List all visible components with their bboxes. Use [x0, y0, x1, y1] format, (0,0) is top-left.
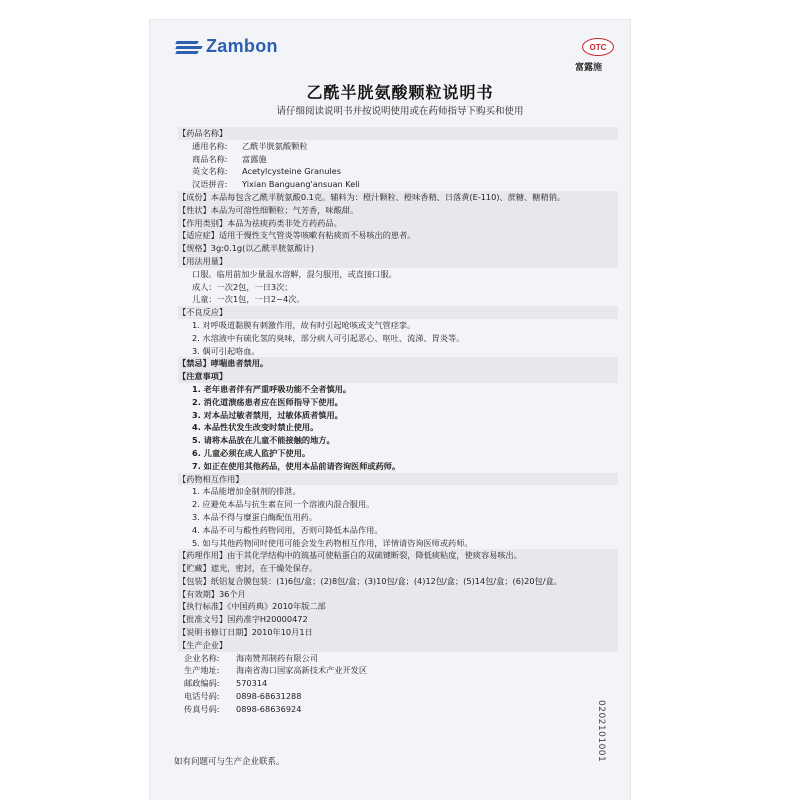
- interaction-line: 5. 如与其他药物同时使用可能会发生药物相互作用，详情请咨询医师或药师。: [192, 537, 473, 548]
- vertical-code: 0202101001: [596, 700, 606, 763]
- usage-line: 儿童：一次1包，一日2~4次。: [192, 294, 305, 305]
- section-precautions-label: 【注意事项】: [178, 370, 618, 383]
- precaution-line: 4. 本品性状发生改变时禁止使用。: [192, 422, 319, 433]
- zambon-logo: [176, 36, 278, 57]
- interaction-line: 4. 本品不可与酸性药物同用，否则可降低本品作用。: [192, 524, 383, 535]
- logo-text: Zambon: [206, 36, 278, 56]
- precaution-line: 5. 请将本品放在儿童不能接触的地方。: [192, 435, 335, 446]
- drug-name-row: 英文名称: Acetylcysteine Granules: [192, 166, 341, 177]
- page-subtitle: 请仔细阅读说明书并按说明使用或在药师指导下购买和使用: [276, 106, 524, 117]
- section-ingredients: 【成份】本品每包含乙酰半胱氨酸0.1克。辅料为：橙汁颗粒、橙味香精、日落黄(E-110)、蔗糖、糖精钠。: [178, 191, 618, 204]
- section-drug-name-label: 【药品名称】: [178, 127, 618, 140]
- section-storage: 【贮藏】遮光，密封，在干燥处保存。: [178, 562, 618, 575]
- footer-note: 如有问题可与生产企业联系。: [174, 757, 285, 767]
- section-pharmacology: 【药理作用】由于其化学结构中的巯基可使粘蛋白的双硫键断裂，降低痰粘度，使痰容易咳出。: [178, 549, 618, 562]
- precaution-line: 7. 如正在使用其他药品，使用本品前请咨询医师或药师。: [192, 460, 401, 471]
- manufacturer-row: 传真号码: 0898-68636924: [184, 703, 302, 714]
- precaution-line: 2. 消化道溃疡患者应在医师指导下使用。: [192, 396, 343, 407]
- adverse-line: 3. 偶可引起咯血。: [192, 345, 260, 356]
- usage-line: 成人：一次2包，一日3次；: [192, 281, 293, 292]
- section-revision: 【说明书修订日期】2010年10月1日: [178, 626, 618, 639]
- section-manufacturer-label: 【生产企业】: [178, 639, 618, 652]
- otc-badge: OTC: [582, 38, 614, 56]
- interaction-line: 3. 本品不得与糜蛋白酶配伍用药。: [192, 511, 318, 522]
- section-adverse-label: 【不良反应】: [178, 306, 618, 319]
- leaflet-content: [178, 127, 618, 716]
- drug-name-row: 汉语拼音: Yixian Banguang'ansuan Keli: [192, 179, 360, 190]
- section-usage-label: 【用法用量】: [178, 255, 618, 268]
- section-indications: 【适应症】适用于慢性支气管炎等咳嗽有粘痰而不易咳出的患者。: [178, 229, 618, 242]
- section-category: 【作用类别】本品为祛痰药类非处方药药品。: [178, 217, 618, 230]
- precaution-line: 1. 老年患者伴有严重呼吸功能不全者慎用。: [192, 383, 352, 394]
- usage-line: 口服。临用前加少量温水溶解，混匀服用，或直接口服。: [192, 268, 397, 279]
- zambon-mark-icon: [176, 40, 202, 54]
- interaction-line: 2. 应避免本品与抗生素在同一个溶液内混合服用。: [192, 499, 375, 510]
- manufacturer-row: 电话号码: 0898-68631288: [184, 691, 302, 702]
- section-package: 【包装】纸铝复合膜包装：(1)6包/盒；(2)8包/盒；(3)10包/盒；(4)12包/盒；(5)14包/盒；(6)20包/盒。: [178, 575, 618, 588]
- drug-name-row: 商品名称: 富露施: [192, 153, 267, 164]
- precaution-line: 6. 儿童必须在成人监护下使用。: [192, 447, 311, 458]
- section-contraindications: 【禁忌】哮喘患者禁用。: [178, 357, 618, 370]
- adverse-line: 1. 对呼吸道黏膜有刺激作用，故有时引起呛咳或支气管痉挛。: [192, 319, 416, 330]
- manufacturer-row: 生产地址: 海南省海口国家高新技术产业开发区: [184, 665, 368, 676]
- precaution-line: 3. 对本品过敏者禁用，过敏体质者慎用。: [192, 409, 343, 420]
- page-title: 乙酰半胱氨酸颗粒说明书: [306, 83, 494, 102]
- manufacturer-row: 企业名称: 海南赞邦制药有限公司: [184, 652, 318, 663]
- manufacturer-row: 邮政编码: 570314: [184, 678, 268, 689]
- section-standard: 【执行标准】《中国药典》2010年版二部: [178, 600, 618, 613]
- adverse-line: 2. 水溶液中有硫化氢的臭味，部分病人可引起恶心、呕吐、流涕、胃炎等。: [192, 332, 465, 343]
- section-approval: 【批准文号】国药准字H20000472: [178, 613, 618, 626]
- brand-name-cn: 富露施: [575, 63, 603, 73]
- section-validity: 【有效期】36个月: [178, 588, 618, 601]
- section-interactions-label: 【药物相互作用】: [178, 473, 618, 486]
- section-properties: 【性状】本品为可溶性细颗粒；气芳香，味酸甜。: [178, 204, 618, 217]
- section-spec: 【规格】3g:0.1g(以乙酰半胱氨酸计): [178, 242, 618, 255]
- interaction-line: 1. 本品能增加金制剂的排泄。: [192, 486, 301, 497]
- drug-name-row: 通用名称: 乙酰半胱氨酸颗粒: [192, 140, 308, 151]
